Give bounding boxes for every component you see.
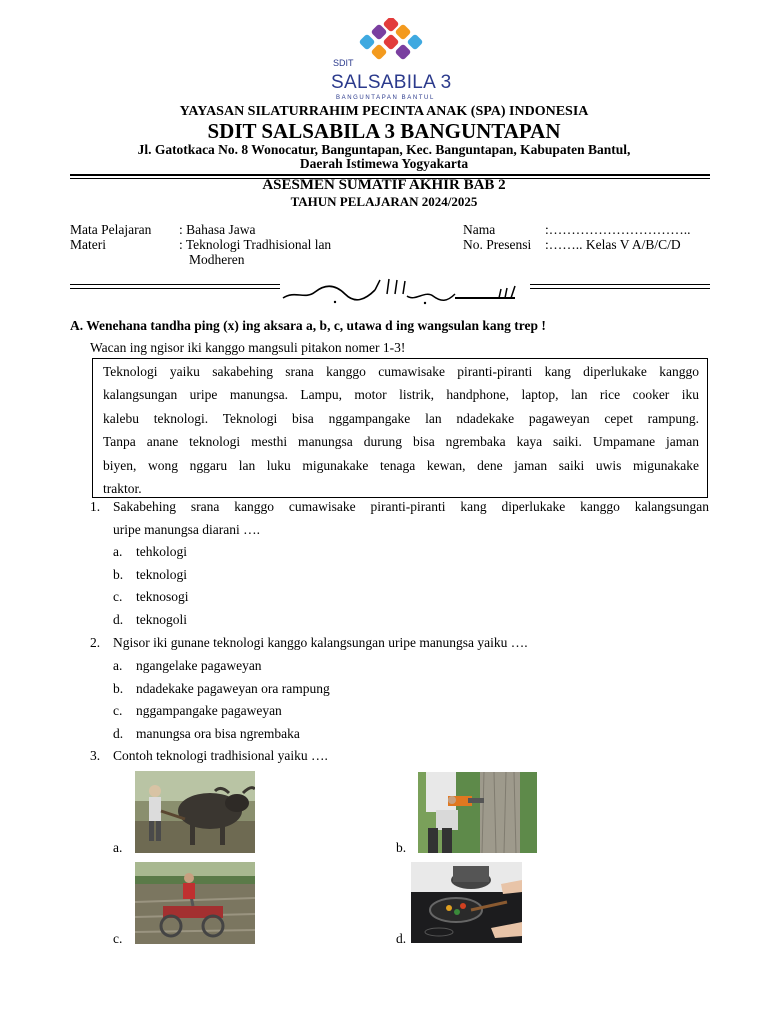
- q1-option-d-text[interactable]: teknogoli: [136, 612, 187, 627]
- material-value-continued: Modheren: [189, 252, 245, 267]
- reading-passage-text: [103, 359, 699, 500]
- presence-field[interactable]: :…….. Kelas V A/B/C/D: [545, 237, 681, 252]
- q2-option-b-text[interactable]: ndadekake pagaweyan ora rampung: [136, 681, 330, 696]
- subject-value: : Bahasa Jawa: [179, 222, 256, 237]
- exam-year: TAHUN PELAJARAN 2024/2025: [290, 194, 478, 209]
- logo-text-sub: BANGUNTAPAN BANTUL: [336, 95, 435, 101]
- material-value: : Teknologi Tradhisional lan: [179, 237, 332, 252]
- bismillah-right-line-2: [530, 288, 710, 289]
- passage-line: kalebu teknologi. Teknologi bisa nggampangake lan ndadekake pagaweyan cepet rampung.: [103, 410, 699, 426]
- induction-stove-photo[interactable]: [411, 862, 522, 943]
- passage-line: Tanpa anane teknologi mesthi manungsa durung bisa ngrembaka kaya saiki. Umpamane jaman: [103, 434, 699, 450]
- q1-option-c-text[interactable]: teknosogi: [136, 589, 189, 604]
- q2-option-a-text[interactable]: ngangelake pagaweyan: [136, 658, 262, 673]
- q1-option-a-text[interactable]: tehkologi: [136, 544, 187, 559]
- q1-option-c-letter[interactable]: c.: [113, 589, 123, 604]
- bismillah-left-line: [70, 284, 280, 285]
- buffalo-plough-photo[interactable]: [135, 771, 255, 853]
- passage-line: kalangsungan uripe manungsa. Lampu, motor listrik, handphone, laptop, lan rice cooker iku: [103, 387, 699, 403]
- exam-title: ASESMEN SUMATIF AKHIR BAB 2: [262, 177, 506, 193]
- q2-option-b-letter[interactable]: b.: [113, 681, 124, 696]
- question-3-number: 3.: [90, 748, 101, 763]
- hand-tractor-photo[interactable]: [135, 862, 255, 944]
- school-logo: [356, 18, 426, 70]
- bismillah-left-line-2: [70, 288, 280, 289]
- name-field[interactable]: :…………………………..: [545, 222, 691, 237]
- letterhead-divider-thick: [70, 174, 710, 176]
- q2-option-a-letter[interactable]: a.: [113, 658, 123, 673]
- q1-option-b-text[interactable]: teknologi: [136, 567, 187, 582]
- school-address-line2: Daerah Istimewa Yogyakarta: [299, 156, 469, 171]
- q1-option-a-letter[interactable]: a.: [113, 544, 123, 559]
- q3-option-c-letter[interactable]: c.: [113, 931, 123, 946]
- foundation-name: YAYASAN SILATURRAHIM PECINTA ANAK (SPA) INDONESIA: [179, 104, 589, 119]
- reading-passage-box: [92, 358, 708, 498]
- subject-label: Mata Pelajaran: [70, 222, 152, 237]
- passage-line: biyen, wong nggaru lan luku migunakake tenaga kewan, dene jaman saiki uwis migunakake: [103, 457, 699, 473]
- question-1-text-line2: uripe manungsa diarani ….: [113, 522, 260, 537]
- question-2-text: Ngisor iki gunane teknologi kanggo kalangsungan uripe manungsa yaiku ….: [113, 635, 528, 650]
- question-1-number: 1.: [90, 499, 101, 514]
- passage-line: Teknologi yaiku sakabehing srana kanggo cumawisake piranti-piranti kang diperlukake kanggo: [103, 364, 699, 379]
- q1-option-d-letter[interactable]: d.: [113, 612, 124, 627]
- school-address-line1: Jl. Gatotkaca No. 8 Wonocatur, Banguntapan, Kec. Banguntapan, Kabupaten Bantul,: [137, 142, 631, 157]
- q2-option-d-letter[interactable]: d.: [113, 726, 124, 741]
- presence-label: No. Presensi: [463, 237, 532, 252]
- q3-option-b-letter[interactable]: b.: [396, 840, 407, 855]
- q2-option-c-letter[interactable]: c.: [113, 703, 123, 718]
- logo-text-sdit: SDIT: [333, 58, 354, 68]
- passage-line: traktor.: [103, 481, 142, 497]
- q3-option-d-letter[interactable]: d.: [396, 931, 407, 946]
- bismillah-right-line: [530, 284, 710, 285]
- q3-option-a-letter[interactable]: a.: [113, 840, 123, 855]
- q2-option-d-text[interactable]: manungsa ora bisa ngrembaka: [136, 726, 300, 741]
- question-2-number: 2.: [90, 635, 101, 650]
- material-label: Materi: [70, 237, 106, 252]
- q1-option-b-letter[interactable]: b.: [113, 567, 124, 582]
- name-label: Nama: [463, 222, 496, 237]
- question-1-text-line1: Sakabehing srana kanggo cumawisake piranti-piranti kang diperlukake kanggo kalangsungan: [113, 499, 709, 514]
- question-3-text: Contoh teknologi tradhisional yaiku ….: [113, 748, 328, 763]
- logo-text-name: SALSABILA 3: [331, 72, 452, 93]
- school-name: SDIT SALSABILA 3 BANGUNTAPAN: [207, 119, 561, 143]
- chainsaw-photo[interactable]: [418, 772, 537, 853]
- section-a-instruction: A. Wenehana tandha ping (x) ing aksara a, b, c, utawa d ing wangsulan kang trep !: [70, 318, 546, 333]
- passage-intro: Wacan ing ngisor iki kanggo mangsuli pitakon nomer 1-3!: [90, 340, 406, 355]
- q2-option-c-text[interactable]: nggampangake pagaweyan: [136, 703, 282, 718]
- bismillah-calligraphy-icon: [275, 276, 525, 306]
